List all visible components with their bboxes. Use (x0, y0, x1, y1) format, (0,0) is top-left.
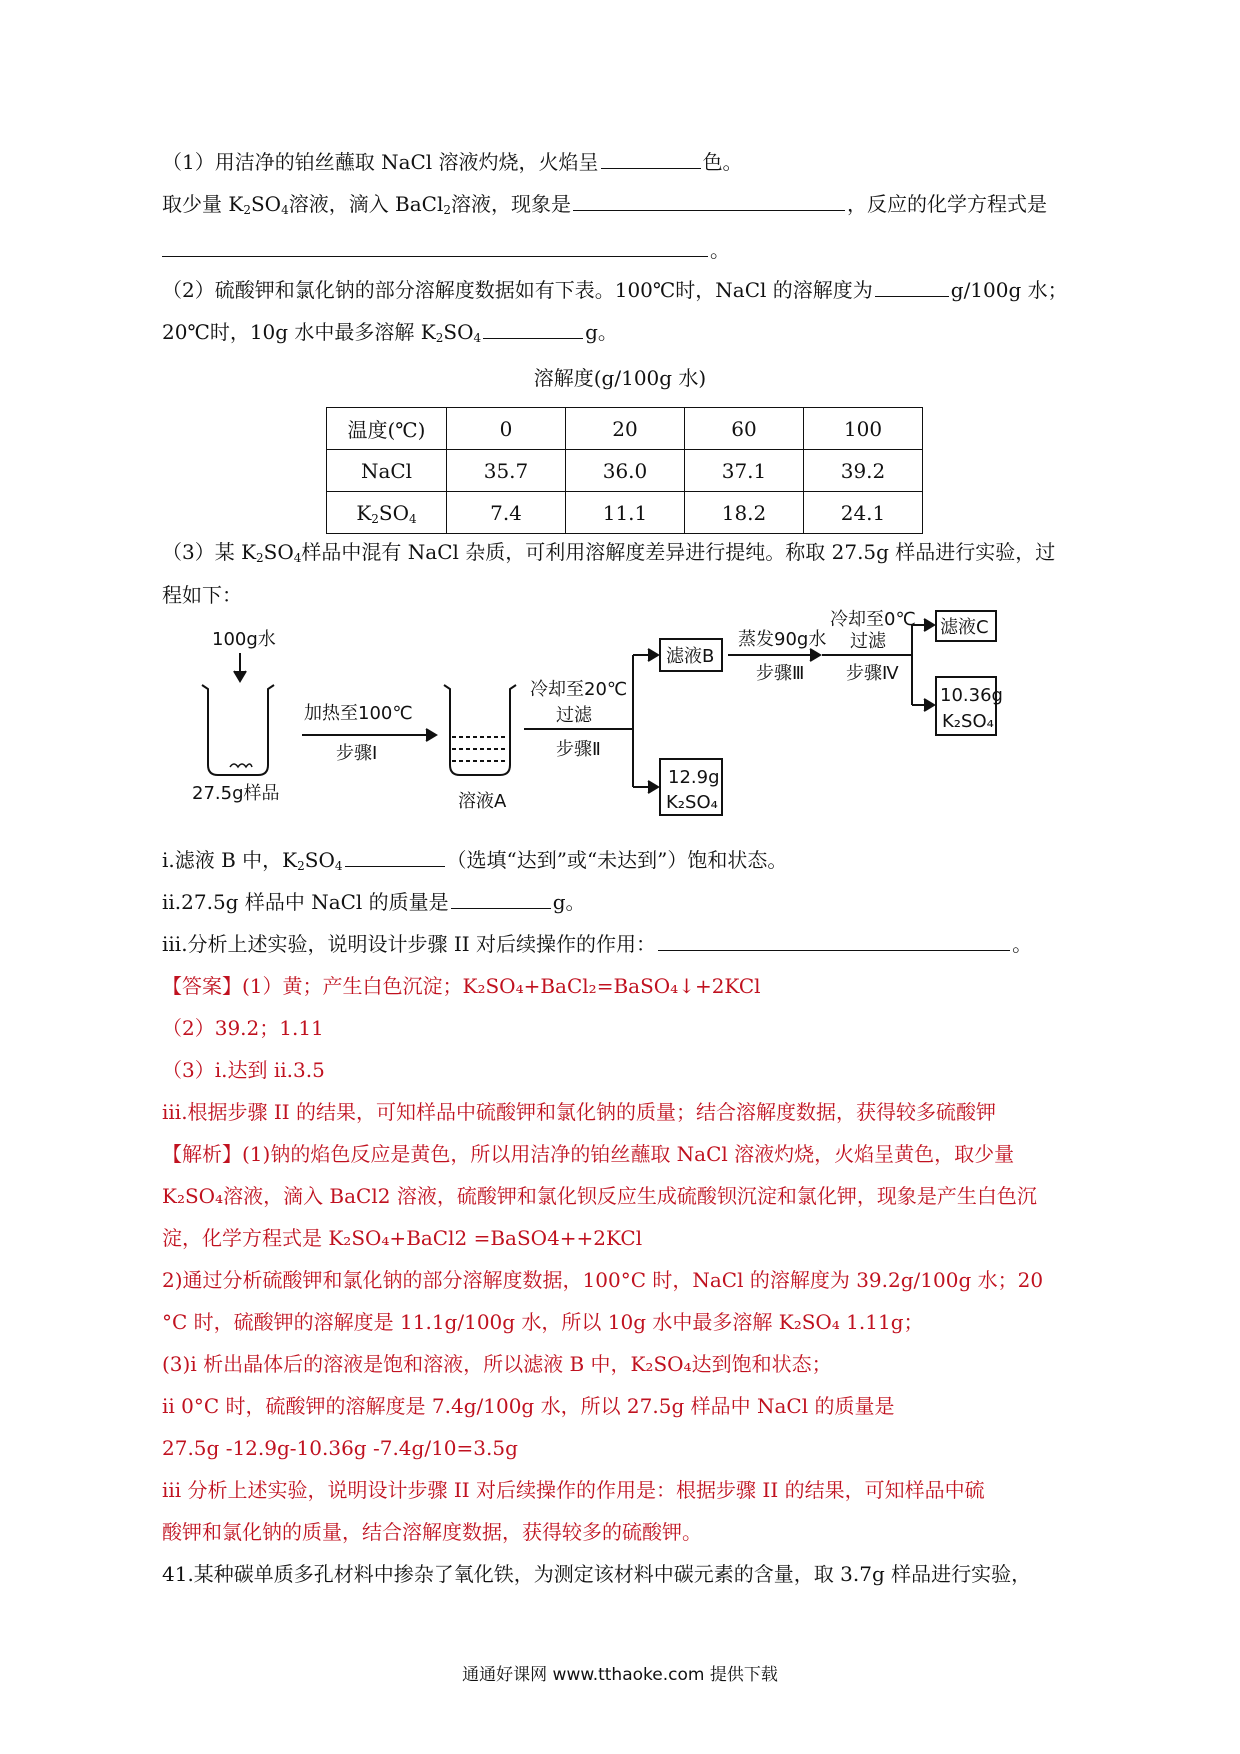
table-cell: 39.2 (804, 450, 923, 492)
q1-text: ，反应的化学方程式是 (847, 192, 1048, 216)
table-cell: $K_2SO_4$ (327, 492, 447, 534)
subq-text: 。 (1012, 932, 1033, 956)
analysis-line: ii 0°C 时，硫酸钾的溶解度是 7.4g/100g 水，所以 27.5g 样品中 NaCl 的质量是 (162, 1394, 895, 1418)
q1-line-2: 取少量 $K_2SO_4$溶液，滴入 BaCl$_2$溶液，现象是 ，反应的化学方程式是 (162, 192, 1048, 217)
subq-text: iii.分析上述实验，说明设计步骤 II 对后续操作的作用： (162, 932, 657, 956)
q1-line-3 (162, 236, 730, 264)
sample-label: 27.5g样品 (192, 783, 280, 804)
q2-text: 20℃时，10g 水中最多溶解 K (162, 320, 436, 344)
answer-line: 【答案】(1）黄；产生白色沉淀；K₂SO₄+BaCl₂=BaSO₄↓+2KCl (162, 974, 761, 998)
analysis-line: °C 时，硫酸钾的溶解度是 11.1g/100g 水，所以 10g 水中最多溶解 K₂SO₄ 1.11g； (162, 1310, 924, 1334)
step1-bottom-label: 步骤Ⅰ (336, 743, 378, 764)
answer-blank[interactable] (601, 148, 701, 169)
table-caption: 溶解度(g/100g 水) (533, 366, 707, 390)
q2-line-2: 20℃时，10g 水中最多溶解 $K_2SO_4$ g。 (162, 320, 618, 345)
q1-text: SO (250, 192, 282, 216)
solid2-name-label: K₂SO₄ (942, 711, 994, 732)
step3-bottom-label: 步骤Ⅲ (756, 663, 805, 684)
subq-ii (162, 888, 586, 916)
solid1-mass-label: 12.9g (668, 767, 720, 788)
table-cell: NaCl (327, 450, 447, 492)
q1-text: 色。 (702, 150, 743, 174)
subq-text: （选填“达到”或“未达到”）饱和状态。 (446, 848, 788, 872)
table-cell: 温度(℃) (327, 408, 447, 450)
step2-bottom-label: 步骤Ⅱ (556, 739, 601, 760)
q1-line-1 (162, 148, 743, 176)
step1-top-label: 加热至100℃ (304, 703, 413, 724)
table-cell: 100 (804, 408, 923, 450)
water-label: 100g水 (212, 629, 276, 650)
cell-text: K (356, 500, 372, 525)
table-cell: 35.7 (447, 450, 566, 492)
q1-text: 取少量 K (162, 192, 244, 216)
answer-blank[interactable] (483, 318, 583, 339)
answer-blank[interactable] (658, 930, 1010, 951)
solubility-table (326, 407, 923, 534)
table-cell: 18.2 (685, 492, 804, 534)
table-cell: 7.4 (447, 492, 566, 534)
table-cell: 37.1 (685, 450, 804, 492)
table-cell: 24.1 (804, 492, 923, 534)
answer-line: （2）39.2；1.11 (162, 1016, 324, 1040)
table-cell: 11.1 (566, 492, 685, 534)
answer-blank[interactable] (345, 846, 445, 867)
table-cell: 20 (566, 408, 685, 450)
analysis-line: 淀，化学方程式是 K₂SO₄+BaCl2 =BaSO4++2KCl (162, 1226, 643, 1250)
q2-text: SO (443, 320, 474, 344)
q2-text: （2）硫酸钾和氯化钠的部分溶解度数据如有下表。100℃时，NaCl 的溶解度为 (162, 278, 873, 302)
solution-a-label: 溶液A (458, 791, 507, 812)
subq-iii (162, 930, 1032, 958)
analysis-line: 27.5g -12.9g-10.36g -7.4g/10=3.5g (162, 1436, 518, 1460)
subq-text: i.滤液 B 中，K (162, 848, 298, 872)
q2-text: g/100g 水； (950, 278, 1068, 302)
step2-top-label: 冷却至20℃ (530, 679, 628, 700)
subq-i: i.滤液 B 中，$K_2SO_4$ （选填“达到”或“未达到”）饱和状态。 (162, 848, 788, 873)
q1-text: 溶液，现象是 (451, 192, 572, 216)
analysis-line: 酸钾和氯化钠的质量，结合溶解度数据，获得较多的硫酸钾。 (162, 1520, 702, 1544)
q2-line-1 (162, 276, 1068, 304)
analysis-line: iii 分析上述实验，说明设计步骤 II 对后续操作的作用是：根据步骤 II 的结果，可知样品中硫 (162, 1478, 985, 1502)
analysis-line: (3)i 析出晶体后的溶液是饱和溶液，所以滤液 B 中，K₂SO₄达到饱和状态； (162, 1352, 832, 1376)
solid1-name-label: K₂SO₄ (666, 792, 718, 813)
table-row (327, 450, 923, 492)
q41-line: 41.某种碳单质多孔材料中掺杂了氧化铁，为测定该材料中碳元素的含量，取 3.7g 样品进行实验， (162, 1562, 1032, 1586)
subq-text: ii.27.5g 样品中 NaCl 的质量是 (162, 890, 449, 914)
q3-line-1: （3）某 $K_2SO_4$样品中混有 NaCl 杂质，可利用溶解度差异进行提纯。称取 27.5g 样品进行实验，过 (162, 540, 1056, 565)
analysis-line: 【解析】(1)钠的焰色反应是黄色，所以用洁净的铂丝蘸取 NaCl 溶液灼烧，火焰呈黄色，取少量 (162, 1142, 1015, 1166)
answer-blank[interactable] (875, 276, 949, 297)
filtrate-c-label: 滤液C (940, 617, 989, 638)
q1-text: （1）用洁净的铂丝蘸取 NaCl 溶液灼烧，火焰呈 (162, 150, 599, 174)
q3-text: （3）某 K (162, 540, 257, 564)
answer-blank[interactable] (451, 888, 551, 909)
q2-text: g。 (585, 320, 618, 344)
table-cell: 36.0 (566, 450, 685, 492)
answer-line: iii.根据步骤 II 的结果，可知样品中硫酸钾和氯化钠的质量；结合溶解度数据，获得较多硫酸钾 (162, 1100, 997, 1124)
answer-blank[interactable] (573, 190, 845, 211)
answer-blank[interactable] (162, 236, 708, 257)
table-header-row (327, 408, 923, 450)
analysis-line: K₂SO₄溶液，滴入 BaCl2 溶液，硫酸钾和氯化钡反应生成硫酸钡沉淀和氯化钾，现象是产生白色沉 (162, 1184, 1037, 1208)
beaker-icon (202, 685, 274, 775)
step2-mid-label: 过滤 (556, 705, 592, 726)
q3-text: 样品中混有 NaCl 杂质，可利用溶解度差异进行提纯。称取 27.5g 样品进行实验，过 (301, 540, 1056, 564)
step4-bottom-label: 步骤Ⅳ (846, 663, 899, 684)
table-cell: 0 (447, 408, 566, 450)
filtrate-b-label: 滤液B (666, 646, 715, 667)
step4-top-label: 冷却至0℃ (830, 609, 916, 630)
subq-text: SO (304, 848, 335, 872)
solid2-mass-label: 10.36g (940, 685, 1003, 706)
page-footer: 通通好课网 www.tthaoke.com 提供下载 (462, 1665, 778, 1685)
table-row (327, 492, 923, 534)
process-diagram (190, 609, 1070, 820)
q1-text: 。 (710, 238, 730, 262)
step4-mid-label: 过滤 (850, 631, 886, 652)
q1-text: 溶液，滴入 BaCl (288, 192, 444, 216)
cell-text: SO (378, 500, 410, 525)
answer-line: （3）i.达到 ii.3.5 (162, 1058, 325, 1082)
step3-top-label: 蒸发90g水 (738, 629, 827, 650)
q3-line-2: 程如下： (162, 583, 242, 607)
q3-text: SO (263, 540, 294, 564)
analysis-line: 2)通过分析硫酸钾和氯化钠的部分溶解度数据，100°C 时，NaCl 的溶解度为 39.2g/100g 水；20 (162, 1268, 1044, 1292)
sample-solid-icon (230, 764, 252, 767)
table-cell: 60 (685, 408, 804, 450)
subq-text: g。 (552, 890, 586, 914)
